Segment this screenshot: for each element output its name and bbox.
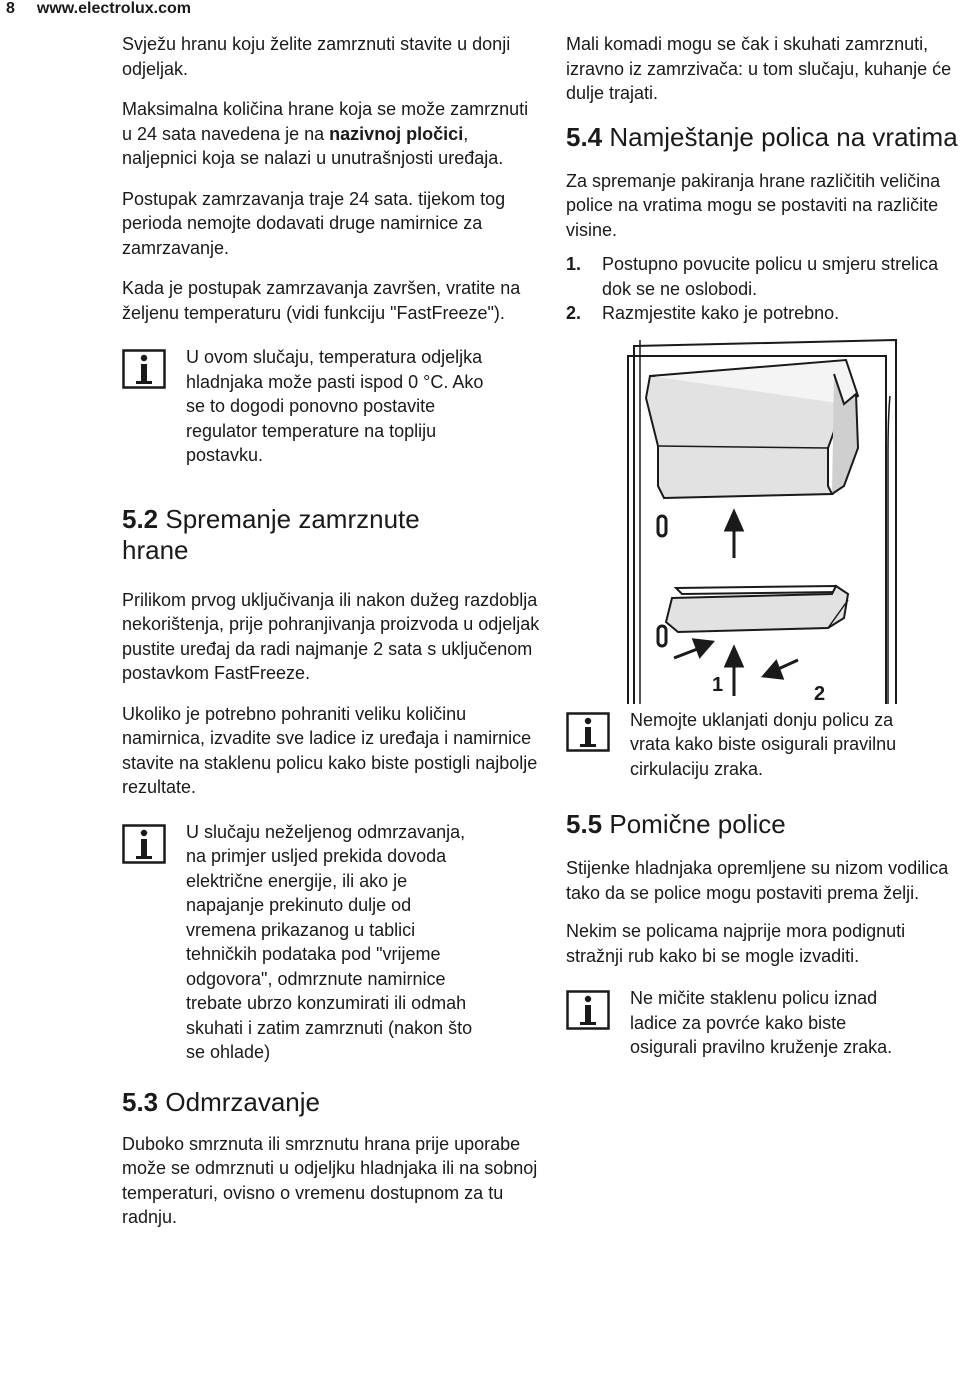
section-number: 5.2 xyxy=(122,503,159,534)
section-number: 5.3 xyxy=(122,1086,159,1117)
section-title: Odmrzavanje xyxy=(158,1086,320,1117)
step-number: 2. xyxy=(566,303,582,323)
info-icon xyxy=(566,990,610,1030)
shelf-slot xyxy=(658,516,666,536)
arrow-pull-icon xyxy=(764,660,798,678)
info-icon xyxy=(122,824,166,864)
section-number: 5.5 xyxy=(566,809,603,839)
paragraph xyxy=(122,97,542,171)
info-text: U slučaju neželjenog odmrzavanja, na primjer usljed prekida dovoda električne energije, ili ako je napajanje prekinuto dulje od vremena prikazanog u tablici tehničkih podataka pod "vrijeme odgovora", odmrznute namirnice trebate ubrzo konzumirati ili odmah skuhati i zatim zamrznuti (nakon što se ohlade) xyxy=(186,821,473,1062)
paragraph: Mali komadi mogu se čak i skuhati zamrznuti, izravno iz zamrzivača: u tom slučaju, kuhanje će dulje trajati. xyxy=(566,34,952,103)
paragraph: Nekim se policama najprije mora podignuti stražnji rub kako bi se mogle izvaditi. xyxy=(566,921,906,966)
paragraph: Svježu hranu koju želite zamrznuti stavite u donji odjeljak. xyxy=(122,34,511,79)
left-column xyxy=(122,32,542,1240)
info-icon xyxy=(122,349,166,389)
paragraph: Ukoliko je potrebno pohraniti veliku količinu namirnica, izvadite sve ladice iz uređaja i namirnice stavite na staklenu policu kako biste postigli najbolje rezultate. xyxy=(122,703,538,797)
step-text: Postupno povucite policu u smjeru strelica dok se ne oslobodi. xyxy=(602,254,939,299)
info-note xyxy=(566,708,960,782)
shelf-slot xyxy=(658,626,666,646)
header-url[interactable]: www.electrolux.com xyxy=(36,0,192,17)
step-text: Razmjestite kako je potrebno. xyxy=(602,303,840,323)
paragraph: Za spremanje pakiranja hrane različitih veličina police na vratima mogu se postaviti na različite visine. xyxy=(566,170,941,240)
steps-list xyxy=(566,252,960,326)
page-header xyxy=(6,0,191,20)
info-text: U ovom slučaju, temperatura odjeljka hladnjaka može pasti ispod 0 °C. Ako se to dogodi ponovno postavite regulator temperature na topliju postavku. xyxy=(186,347,484,465)
arrow-up-icon xyxy=(726,648,742,696)
section-title: Spremanje zamrznute hrane xyxy=(122,503,420,565)
arrow-pull-icon xyxy=(674,640,712,658)
section-title: Pomične police xyxy=(602,809,786,839)
paragraph: Stijenke hladnjaka opremljene su nizom vodilica tako da se police mogu postaviti prema želji. xyxy=(566,858,949,903)
paragraph: Postupak zamrzavanja traje 24 sata. tijekom tog perioda nemojte dodavati druge namirnice za zamrzavanje. xyxy=(122,188,506,258)
text: , naljepnici koja se nalazi u unutrašnjosti uređaja. xyxy=(122,123,504,168)
list-item xyxy=(566,252,960,301)
figure-label-2: 2 xyxy=(814,682,826,705)
section-heading-5-4 xyxy=(566,122,960,153)
lower-door-shelf xyxy=(666,586,848,632)
section-number: 5.4 xyxy=(566,121,603,152)
rating-plate-term: nazivnoj pločici xyxy=(329,123,464,144)
text: Maksimalna količina hrane koja se može zamrznuti u 24 sata navedena je na xyxy=(122,99,529,144)
section-title: Namještanje polica na vratima xyxy=(602,121,958,152)
section-heading-5-3 xyxy=(122,1087,542,1118)
paragraph: Duboko smrznuta ili smrznutu hrana prije uporabe može se odmrznuti u odjeljku hladnjaka ili na sobnoj temperaturi, ovisno o vremenu dostupnom za tu radnju. xyxy=(122,1133,538,1227)
info-note xyxy=(566,986,960,1060)
info-icon xyxy=(566,712,610,752)
right-column xyxy=(566,32,960,1060)
paragraph: Prilikom prvog uključivanja ili nakon dužeg razdoblja nekorištenja, prije pohranjivanja proizvoda u odjeljak pustite uređaj da radi najmanje 2 sata s uključenom postavkom FastFreeze. xyxy=(122,589,540,683)
paragraph: Kada je postupak zamrzavanja završen, vratite na željenu temperaturu (vidi funkciju "FastFreeze"). xyxy=(122,278,521,323)
page-number: 8 xyxy=(6,0,15,17)
info-text: Nemojte uklanjati donju policu za vrata kako biste osigurali pravilnu cirkulaciju zraka. xyxy=(630,709,897,779)
section-heading-5-2 xyxy=(122,504,482,566)
info-note xyxy=(122,345,542,468)
upper-door-shelf xyxy=(646,360,858,498)
arrow-up-icon xyxy=(726,512,742,558)
section-heading-5-5 xyxy=(566,809,960,840)
figure-label-1: 1 xyxy=(712,673,724,696)
list-item xyxy=(566,301,960,326)
door-shelf-illustration xyxy=(566,336,960,706)
step-number: 1. xyxy=(566,254,582,274)
info-note xyxy=(122,820,542,1065)
info-text: Ne mičite staklenu policu iznad ladice za povrće kako biste osigurali pravilno kruženje zraka. xyxy=(630,988,893,1057)
